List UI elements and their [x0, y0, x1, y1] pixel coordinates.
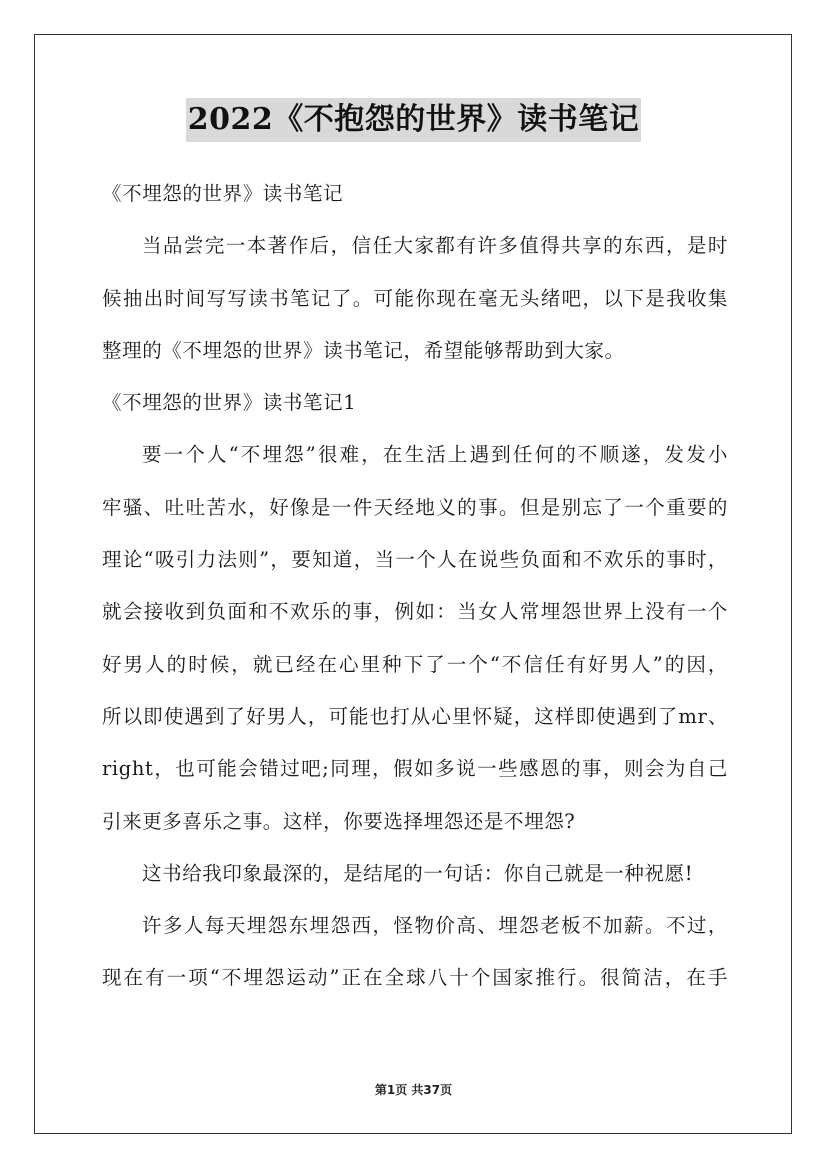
title-container — [0, 98, 827, 142]
document-title: 2022《不抱怨的世界》读书笔记 — [186, 98, 642, 142]
page-number: 第1页 共37页 — [374, 1083, 453, 1097]
paragraph-line: 这书给我印象最深的，是结尾的一句话：你自己就是一种祝愿! — [142, 861, 694, 885]
section-heading: 《不埋怨的世界》读书笔记 — [102, 182, 344, 205]
section-heading: 《不埋怨的世界》读书笔记1 — [102, 391, 357, 415]
paragraph-line: 许多人每天埋怨东埋怨西，怪物价高、埋怨老板不加薪。不过， — [142, 914, 728, 938]
paragraph-line: 现在有一项“不埋怨运动”正在全球八十个国家推行。很简洁，在手 — [102, 966, 728, 990]
paragraph-line: 牢骚、吐吐苦水，好像是一件天经地义的事。但是别忘了一个重要的 — [102, 495, 728, 519]
paragraph-line: 当品尝完一本著作后，信任大家都有许多值得共享的东西，是时 — [142, 234, 728, 258]
paragraph-line: 候抽出时间写写读书笔记了。可能你现在毫无头绪吧，以下是我收集 — [102, 286, 728, 310]
paragraph-line: 要一个人“不埋怨”很难，在生活上遇到任何的不顺遂，发发小 — [142, 443, 728, 467]
document-body — [102, 174, 728, 1011]
paragraph-line: right，也可能会错过吧;同理，假如多说一些感恩的事，则会为自己 — [102, 757, 728, 781]
paragraph-line: 所以即使遇到了好男人，可能也打从心里怀疑，这样即使遇到了mr、 — [102, 704, 728, 728]
paragraph-line: 就会接收到负面和不欢乐的事，例如：当女人常埋怨世界上没有一个 — [102, 600, 728, 624]
paragraph-line: 理论“吸引力法则”，要知道，当一个人在说些负面和不欢乐的事时， — [102, 548, 728, 572]
paragraph-line: 整理的《不埋怨的世界》读书笔记，希望能够帮助到大家。 — [102, 338, 625, 362]
paragraph-line: 好男人的时候，就已经在心里种下了一个“不信任有好男人”的因， — [102, 652, 728, 676]
paragraph-line: 引来更多喜乐之事。这样，你要选择埋怨还是不埋怨? — [102, 809, 576, 833]
